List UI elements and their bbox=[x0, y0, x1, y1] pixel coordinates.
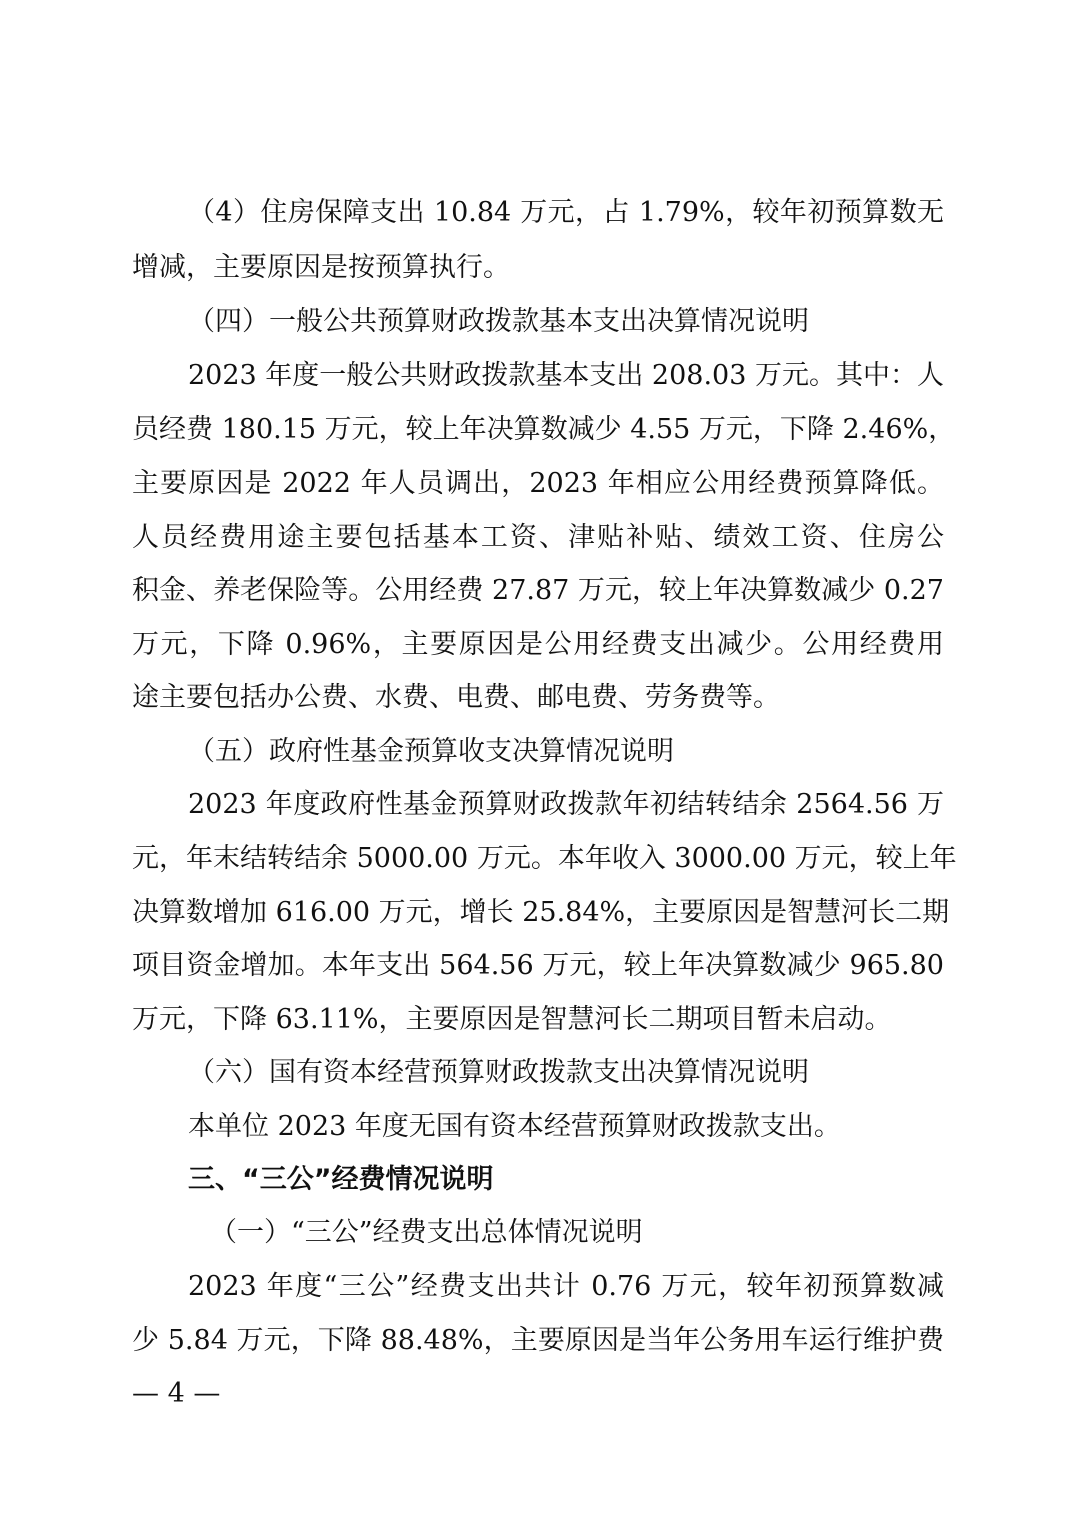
paragraph-line: 项目资金增加。本年支出 564.56 万元，较上年决算数减少 965.80 bbox=[132, 950, 944, 981]
section-heading: （五）政府性基金预算收支决算情况说明 bbox=[188, 736, 674, 767]
paragraph-line: 增减，主要原因是按预算执行。 bbox=[132, 252, 510, 283]
paragraph-line: 员经费 180.15 万元，较上年决算数减少 4.55 万元，下降 2.46%， bbox=[132, 414, 956, 445]
paragraph-line: 少 5.84 万元，下降 88.48%，主要原因是当年公务用车运行维护费 bbox=[132, 1325, 944, 1356]
section-heading: （六）国有资本经营预算财政拨款支出决算情况说明 bbox=[188, 1057, 809, 1088]
paragraph-line: 本单位 2023 年度无国有资本经营预算财政拨款支出。 bbox=[188, 1111, 841, 1142]
paragraph-line: 决算数增加 616.00 万元，增长 25.84%，主要原因是智慧河长二期 bbox=[132, 897, 950, 928]
chapter-heading: 三、“三公”经费情况说明 bbox=[188, 1164, 494, 1195]
paragraph-line: 万元，下降 63.11%，主要原因是智慧河长二期项目暂未启动。 bbox=[132, 1004, 892, 1035]
section-heading: （四）一般公共预算财政拨款基本支出决算情况说明 bbox=[188, 306, 809, 337]
paragraph-line: 2023 年度政府性基金预算财政拨款年初结转结余 2564.56 万 bbox=[188, 789, 944, 820]
paragraph-line: 2023 年度“三公”经费支出共计 0.76 万元，较年初预算数减 bbox=[188, 1271, 944, 1302]
paragraph-line: 途主要包括办公费、水费、电费、邮电费、劳务费等。 bbox=[132, 682, 780, 713]
paragraph-line: 2023 年度一般公共财政拨款基本支出 208.03 万元。其中：人 bbox=[188, 360, 944, 391]
paragraph-line: 人员经费用途主要包括基本工资、津贴补贴、绩效工资、住房公 bbox=[132, 522, 944, 553]
paragraph-line: 积金、养老保险等。公用经费 27.87 万元，较上年决算数减少 0.27 bbox=[132, 575, 944, 606]
paragraph-line: 主要原因是 2022 年人员调出，2023 年相应公用经费预算降低。 bbox=[132, 468, 944, 499]
paragraph-line: 元，年末结转结余 5000.00 万元。本年收入 3000.00 万元，较上年 bbox=[132, 843, 957, 874]
paragraph-line: （4）住房保障支出 10.84 万元，占 1.79%，较年初预算数无 bbox=[188, 197, 944, 228]
page-number: — 4 — bbox=[132, 1378, 221, 1409]
paragraph-line: 万元，下降 0.96%，主要原因是公用经费支出减少。公用经费用 bbox=[132, 629, 944, 660]
subsection-heading: （一）“三公”经费支出总体情况说明 bbox=[210, 1217, 643, 1248]
